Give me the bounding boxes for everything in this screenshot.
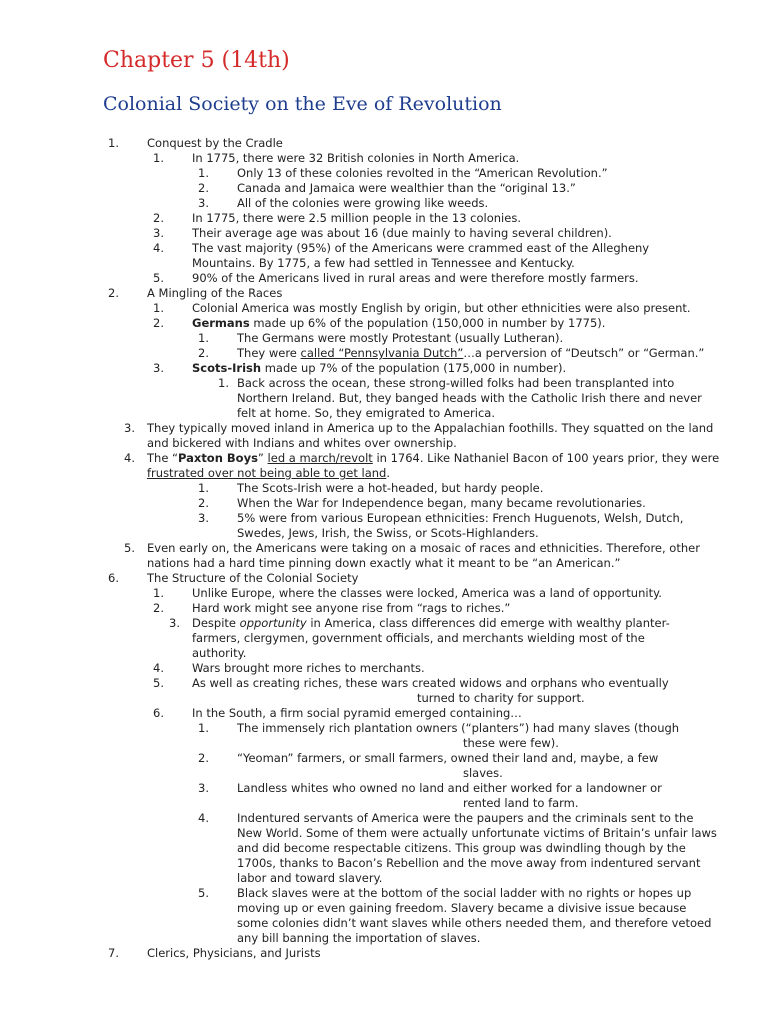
item-text-run: Canada and Jamaica were wealthier than the “original 13.” bbox=[237, 181, 576, 195]
outline-item bbox=[0, 661, 768, 676]
item-number: 2. bbox=[153, 211, 164, 225]
outline-item bbox=[0, 721, 768, 751]
outline-item bbox=[0, 481, 768, 496]
item-number: 1. bbox=[218, 376, 229, 390]
item-number: 3. bbox=[153, 226, 164, 240]
item-text bbox=[237, 811, 717, 886]
item-number: 4. bbox=[153, 241, 164, 255]
item-text-run: ” bbox=[257, 451, 268, 465]
item-number: 2. bbox=[153, 316, 164, 330]
chapter-title: Chapter 5 (14th) bbox=[103, 48, 290, 73]
outline-item bbox=[0, 166, 768, 181]
item-number: 1. bbox=[153, 151, 164, 165]
outline-item bbox=[0, 811, 768, 886]
item-text bbox=[192, 226, 752, 241]
item-text-continuation: rented land to farm. bbox=[463, 796, 579, 810]
outline-item bbox=[0, 886, 768, 946]
item-text-run: 5% were from various European ethnicities: French Huguenots, Welsh, Dutch, Swedes, Jews, Irish, the Swiss, or Scots-Highlanders. bbox=[237, 511, 684, 540]
item-number: 1. bbox=[198, 721, 209, 735]
outline-item bbox=[0, 316, 768, 331]
outline-item bbox=[0, 451, 768, 481]
item-text bbox=[192, 316, 752, 331]
outline-item bbox=[0, 196, 768, 211]
item-text-run: The Germans were mostly Protestant (usually Lutheran). bbox=[237, 331, 564, 345]
item-text-run: The vast majority (95%) of the Americans were crammed east of the Allegheny Mountains. By 1775, a few had settled in Tennessee and Kentucky. bbox=[192, 241, 650, 270]
item-number: 4. bbox=[124, 451, 135, 465]
item-text bbox=[237, 376, 707, 421]
outline-item bbox=[0, 376, 768, 421]
item-number: 2. bbox=[198, 751, 209, 765]
item-number: 5. bbox=[198, 886, 209, 900]
item-text bbox=[237, 331, 768, 346]
item-number: 1. bbox=[153, 586, 164, 600]
item-text bbox=[147, 421, 717, 451]
outline-item bbox=[0, 571, 768, 586]
outline-item bbox=[0, 181, 768, 196]
outline-item bbox=[0, 496, 768, 511]
item-text-run: Indentured servants of America were the paupers and the criminals sent to the New World. Some of them were actually unfortunate victims of Britain’s unfair laws and did become respectable citizens. This group was dwindling though by the 1700s, thanks to Bacon’s Rebellion and the move away from indentured servant labor and toward slavery. bbox=[237, 811, 717, 885]
outline-item bbox=[0, 301, 768, 316]
item-text bbox=[192, 151, 752, 166]
item-number: 3. bbox=[124, 421, 135, 435]
item-number: 6. bbox=[153, 706, 164, 720]
item-text bbox=[147, 451, 727, 481]
item-text-run: Conquest by the Cradle bbox=[147, 136, 283, 150]
outline-item bbox=[0, 346, 768, 361]
item-text bbox=[237, 481, 768, 496]
item-text-run: “Yeoman” farmers, or small farmers, owned their land and, maybe, a few bbox=[237, 751, 659, 765]
item-text bbox=[192, 601, 752, 616]
item-text bbox=[192, 586, 752, 601]
item-number: 1. bbox=[198, 481, 209, 495]
outline-item bbox=[0, 511, 768, 541]
item-text bbox=[192, 616, 692, 661]
item-text-continuation: these were few). bbox=[463, 736, 559, 750]
item-text-run: The immensely rich plantation owners (“planters”) had many slaves (though bbox=[237, 721, 680, 735]
item-number: 2. bbox=[108, 286, 119, 300]
item-text bbox=[192, 241, 712, 271]
outline-item bbox=[0, 751, 768, 781]
item-text bbox=[237, 781, 768, 796]
item-text bbox=[147, 571, 707, 586]
item-text-run: made up 7% of the population (175,000 in number). bbox=[261, 361, 567, 375]
item-text-run: Black slaves were at the bottom of the social ladder with no rights or hopes up moving up or even gaining freedom. Slavery became a divisive issue because some colonies didn’t want slaves while others needed them, and therefore vetoed any bill banning the importation of slaves. bbox=[237, 886, 712, 945]
item-text bbox=[192, 211, 752, 226]
page-title: Colonial Society on the Eve of Revolution bbox=[103, 93, 502, 115]
item-text-run: Scots-Irish bbox=[192, 361, 262, 375]
item-number: 3. bbox=[198, 781, 209, 795]
item-text-run: A Mingling of the Races bbox=[147, 286, 283, 300]
item-text bbox=[237, 166, 768, 181]
item-text-run: When the War for Independence began, many became revolutionaries. bbox=[237, 496, 646, 510]
item-text-run: called “Pennsylvania Dutch” bbox=[300, 346, 464, 360]
item-number: 7. bbox=[108, 946, 119, 960]
item-text bbox=[147, 286, 707, 301]
item-number: 4. bbox=[153, 661, 164, 675]
outline-item bbox=[0, 241, 768, 271]
outline-item bbox=[0, 136, 768, 151]
item-text-run: In 1775, there were 32 British colonies in North America. bbox=[192, 151, 520, 165]
item-number: 4. bbox=[198, 811, 209, 825]
item-number: 5. bbox=[124, 541, 135, 555]
item-text bbox=[237, 751, 768, 766]
item-text-run: Despite bbox=[192, 616, 240, 630]
item-number: 6. bbox=[108, 571, 119, 585]
item-text-run: led a march/revolt bbox=[267, 451, 373, 465]
item-text-run: Unlike Europe, where the classes were locked, America was a land of opportunity. bbox=[192, 586, 662, 600]
item-text-run: in America, class differences did emerge with wealthy planter-farmers, clergymen, government officials, and merchants wielding most of the authority. bbox=[192, 616, 670, 660]
item-text-run: The “ bbox=[147, 451, 179, 465]
item-text bbox=[147, 541, 717, 571]
item-text-run: . bbox=[386, 466, 390, 480]
outline-item bbox=[0, 271, 768, 286]
outline-item bbox=[0, 421, 768, 451]
outline-item bbox=[0, 616, 768, 661]
outline-item bbox=[0, 601, 768, 616]
outline-item bbox=[0, 676, 768, 706]
item-text-run: frustrated over not being able to get land bbox=[147, 466, 387, 480]
outline-item bbox=[0, 286, 768, 301]
item-text bbox=[147, 136, 707, 151]
outline-item bbox=[0, 946, 768, 961]
item-text-run: They typically moved inland in America up to the Appalachian foothills. They squatted on the land and bickered with Indians and whites over ownership. bbox=[147, 421, 714, 450]
item-text-run: Back across the ocean, these strong-willed folks had been transplanted into Northern Ireland. But, they banged heads with the Catholic Irish there and never felt at home. So, they emigrated to America. bbox=[237, 376, 702, 420]
item-number: 3. bbox=[198, 196, 209, 210]
item-text-run: Even early on, the Americans were taking on a mosaic of races and ethnicities. Therefore, other nations had a hard time pinning down exactly what it meant to be “an American.” bbox=[147, 541, 700, 570]
item-text-run: Wars brought more riches to merchants. bbox=[192, 661, 425, 675]
item-number: 5. bbox=[153, 676, 164, 690]
item-number: 1. bbox=[198, 331, 209, 345]
item-text-run: opportunity bbox=[239, 616, 307, 630]
item-text bbox=[192, 271, 752, 286]
item-text-continuation: slaves. bbox=[463, 766, 503, 780]
outline-item bbox=[0, 781, 768, 811]
item-number: 2. bbox=[153, 601, 164, 615]
item-text-run: made up 6% of the population (150,000 in number by 1775). bbox=[249, 316, 606, 330]
item-text-continuation: turned to charity for support. bbox=[417, 691, 585, 705]
item-text bbox=[147, 946, 707, 961]
item-text bbox=[192, 361, 752, 376]
item-text bbox=[237, 346, 768, 361]
item-text-run: Only 13 of these colonies revolted in the “American Revolution.” bbox=[237, 166, 608, 180]
item-text-run: They were bbox=[237, 346, 301, 360]
outline-item bbox=[0, 706, 768, 721]
item-text bbox=[192, 676, 752, 691]
outline-item bbox=[0, 586, 768, 601]
item-text bbox=[237, 511, 717, 541]
item-text bbox=[237, 886, 717, 946]
item-number: 3. bbox=[153, 361, 164, 375]
item-number: 2. bbox=[198, 496, 209, 510]
item-number: 5. bbox=[153, 271, 164, 285]
item-text-run: All of the colonies were growing like weeds. bbox=[237, 196, 489, 210]
item-text bbox=[192, 301, 752, 316]
item-number: 1. bbox=[108, 136, 119, 150]
item-text-run: The Structure of the Colonial Society bbox=[147, 571, 359, 585]
outline-item bbox=[0, 361, 768, 376]
item-text bbox=[192, 661, 752, 676]
item-text-run: Clerics, Physicians, and Jurists bbox=[147, 946, 321, 960]
item-text bbox=[237, 196, 768, 211]
item-text-run: Landless whites who owned no land and either worked for a landowner or bbox=[237, 781, 662, 795]
item-text-run: As well as creating riches, these wars created widows and orphans who eventually bbox=[192, 676, 669, 690]
item-text bbox=[237, 181, 768, 196]
outline-list bbox=[0, 136, 768, 961]
outline-item bbox=[0, 151, 768, 166]
item-text-run: The Scots-Irish were a hot-headed, but hardy people. bbox=[237, 481, 544, 495]
item-number: 1. bbox=[198, 166, 209, 180]
item-text-run: …a perversion of “Deutsch” or “German.” bbox=[463, 346, 705, 360]
item-text-run: 90% of the Americans lived in rural areas and were therefore mostly farmers. bbox=[192, 271, 639, 285]
outline-item bbox=[0, 211, 768, 226]
item-text-run: Germans bbox=[192, 316, 250, 330]
item-text-run: In the South, a firm social pyramid emerged containing… bbox=[192, 706, 522, 720]
item-text-run: In 1775, there were 2.5 million people in the 13 colonies. bbox=[192, 211, 521, 225]
outline-item bbox=[0, 331, 768, 346]
item-number: 3. bbox=[169, 616, 180, 630]
outline-item bbox=[0, 541, 768, 571]
item-text bbox=[192, 706, 752, 721]
item-number: 3. bbox=[198, 511, 209, 525]
outline-item bbox=[0, 226, 768, 241]
item-text-run: in 1764. Like Nathaniel Bacon of 100 years prior, they were bbox=[372, 451, 720, 465]
item-number: 2. bbox=[198, 181, 209, 195]
item-text-run: Hard work might see anyone rise from “rags to riches.” bbox=[192, 601, 511, 615]
item-text-run: Colonial America was mostly English by origin, but other ethnicities were also present. bbox=[192, 301, 691, 315]
item-text-run: Their average age was about 16 (due mainly to having several children). bbox=[192, 226, 612, 240]
item-text bbox=[237, 496, 768, 511]
item-number: 2. bbox=[198, 346, 209, 360]
item-text bbox=[237, 721, 768, 736]
item-number: 1. bbox=[153, 301, 164, 315]
item-text-run: Paxton Boys bbox=[178, 451, 258, 465]
